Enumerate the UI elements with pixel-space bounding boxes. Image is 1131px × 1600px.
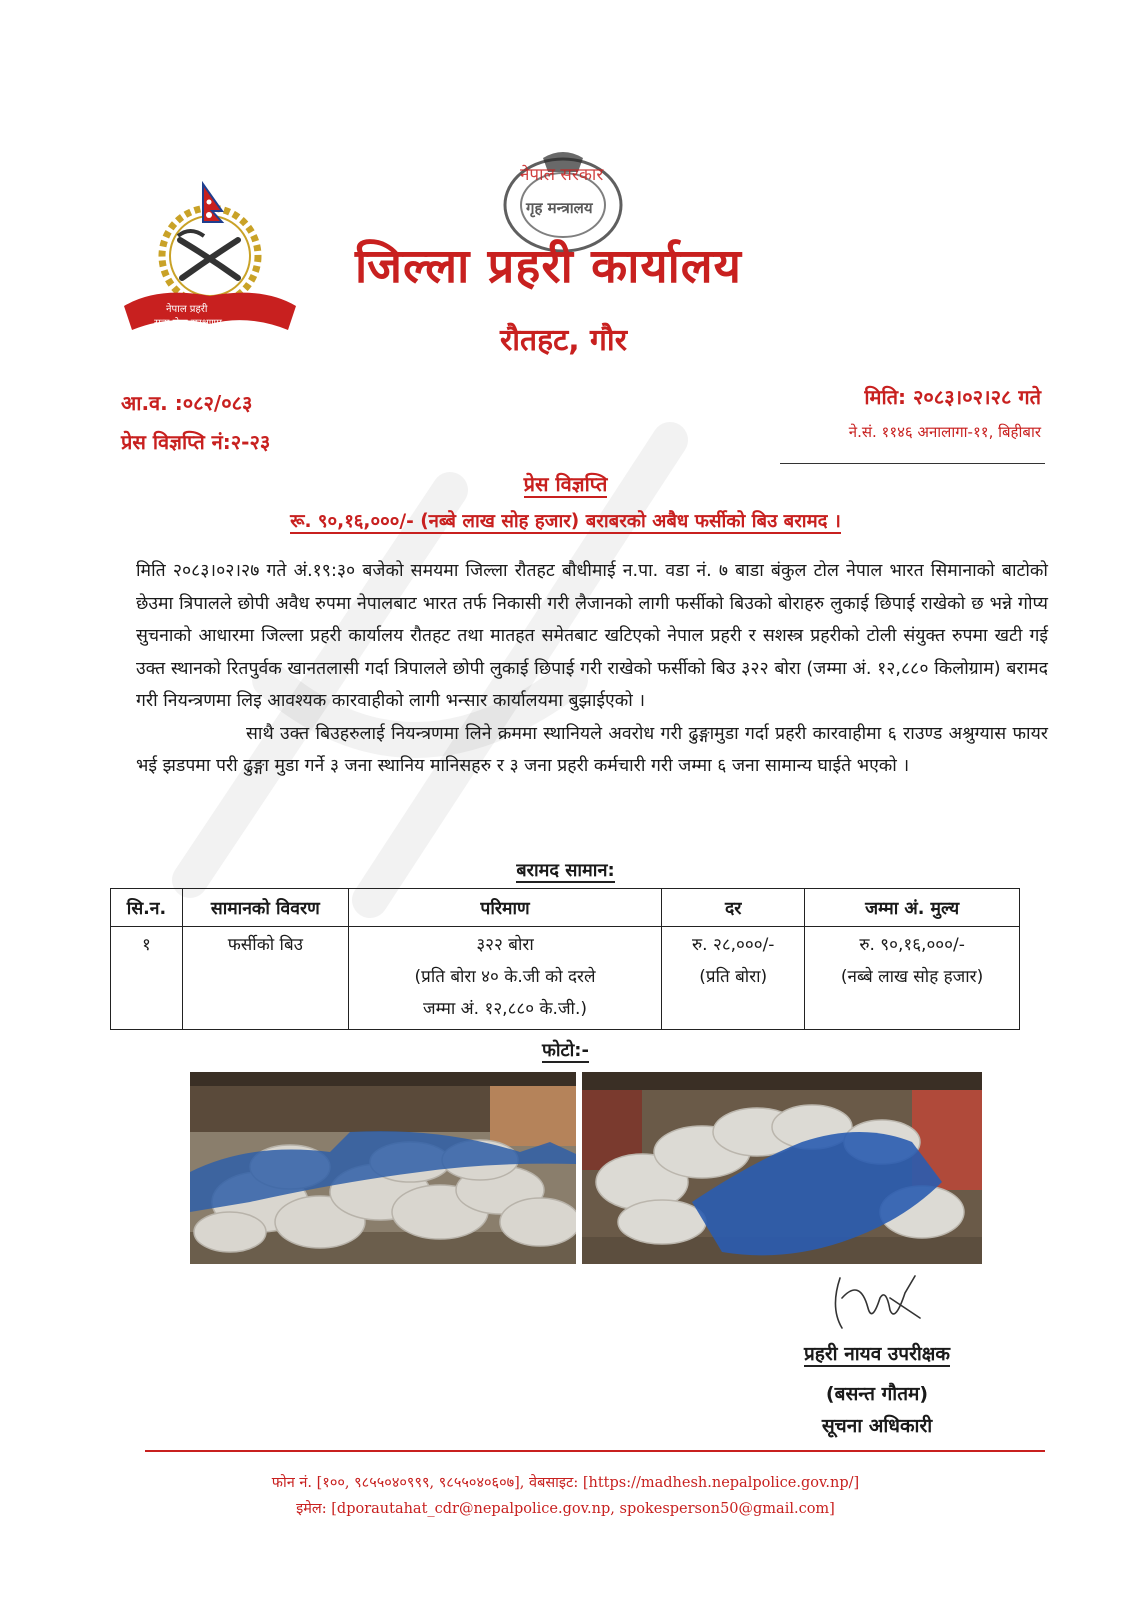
signatory-role: सूचना अधिकारी: [821, 1415, 933, 1437]
emblem-ribbon-text-2: सत्य सेवा सुरक्षणम्: [154, 318, 222, 329]
footer-contact-line: फोन नं. [१००, ९८५५०४०९९९, ९८५५०४०६०७], वेबसाइट: [https://madhesh.nepalpolice.gov.np/]: [271, 1475, 860, 1491]
signatory-designation: [757, 1340, 997, 1366]
photo-caption-text: फोटो:-: [542, 1040, 589, 1061]
emblem-ribbon-text-1: नेपाल प्रहरी: [166, 304, 208, 315]
col-quantity: परिमाण: [348, 889, 662, 927]
release-date: मिति: २०८३।०२।२८ गते: [864, 385, 1041, 409]
table-header-row: [111, 889, 1020, 927]
seized-items-caption: [0, 858, 1131, 882]
handwritten-signature: [820, 1268, 930, 1338]
quantity-line-2: (प्रति बोरा ४० के.जी को दरले: [414, 967, 596, 987]
signatory-designation-text: प्रहरी नायव उपरीक्षक: [804, 1343, 950, 1365]
cell-rate: [662, 927, 805, 1030]
body-paragraph-1: मिति २०८३।०२।२७ गते अं.१९:३० बजेको समयमा जिल्ला रौतहट बौधीमाई न.पा. वडा नं. ७ बाडा बंकुल टोल नेपाल भारत सिमानाको बाटोको छेउमा त्रिपालले छोपी अवैध रुपमा नेपालबाट भारत तर्फ निकासी गरी लैजानको लागी फर्सीको बिउको बोराहरु लुकाई छिपाई राखेको छ भन्ने गोप्य सुचनाको आधारमा जिल्ला प्रहरी कार्यालय रौतहट तथा मातहत समेतबाट खटिएको नेपाल प्रहरी र सशस्त्र प्रहरीको टोली संयुक्त रुपमा खटी गई उक्त स्थानको रितपुर्वक खानतलासी गर्दा त्रिपालले छोपी लुकाई छिपाई गरी राखेको फर्सीको बिउ ३२२ बोरा (जम्मा अं. १२,८८० किलोग्राम) बरामद गरी नियन्त्रणमा लिइ आवश्यक कारवाहीको लागी भन्सार कार्यालयमा बुझाईएको ।: [136, 561, 1048, 711]
photo-caption: [0, 1038, 1131, 1062]
release-subheading: [0, 508, 1131, 533]
col-total: जम्मा अं. मुल्य: [805, 889, 1020, 927]
quantity-line-3: जम्मा अं. १२,८८० के.जी.): [423, 999, 588, 1019]
fiscal-year: आ.व. :०८२/०८३: [121, 391, 253, 415]
col-description: सामानको विवरण: [182, 889, 348, 927]
rate-line-1: रु. २८,०००/-: [692, 935, 775, 955]
release-heading-text: प्रेस विज्ञप्ति: [523, 472, 608, 496]
col-rate: दर: [662, 889, 805, 927]
nepal-police-emblem: [118, 178, 303, 343]
table-row: [111, 927, 1020, 1030]
press-release-number: प्रेस विज्ञप्ति नं:२-२३: [121, 430, 271, 454]
rate-line-2: (प्रति बोरा): [699, 967, 768, 987]
stamp-text-1: नेपाल सरकार: [520, 165, 604, 185]
header-rule: [780, 463, 1045, 464]
cell-quantity: [348, 927, 662, 1030]
seized-items-table: [110, 888, 1020, 1030]
cell-serial: १: [111, 927, 183, 1030]
signatory-name: (बसन्त गौतम): [825, 1383, 929, 1405]
total-line-2: (नब्बे लाख सोह हजार): [840, 967, 984, 987]
evidence-photo-2: [582, 1072, 982, 1264]
col-serial: सि.न.: [111, 889, 183, 927]
office-location: रौतहट, गौर: [500, 323, 627, 358]
total-line-1: रु. ९०,१६,०००/-: [859, 935, 965, 955]
cell-total: [805, 927, 1020, 1030]
nepal-sambat-date: ने.सं. ११४६ अनालागा-११, बिहीबार: [848, 423, 1041, 441]
footer-email-line: इमेल: [dporautahat_cdr@nepalpolice.gov.np, spokesperson50@gmail.com]: [296, 1501, 835, 1517]
cell-description: फर्सीको बिउ: [182, 927, 348, 1030]
seized-items-caption-text: बरामद सामान:: [516, 860, 615, 881]
stamp-text-2: गृह मन्त्रालय: [526, 199, 593, 217]
footer-rule: [145, 1450, 1045, 1452]
quantity-line-1: ३२२ बोरा: [476, 935, 534, 955]
release-body: [136, 555, 1048, 783]
release-heading: [0, 470, 1131, 497]
office-title: जिल्ला प्रहरी कार्यालय: [355, 239, 742, 294]
body-paragraph-2: साथै उक्त बिउहरुलाई नियन्त्रणमा लिने क्रममा स्थानियले अवरोध गरी ढुङ्गामुडा गर्दा प्रहरी कारवाहीमा ६ राउण्ड अश्रुग्यास फायर भई झडपमा परी ढुङ्गा मुडा गर्ने ३ जना स्थानिय मानिसहरु र ३ जना प्रहरी कर्मचारी गरी जम्मा ६ जना सामान्य घाईते भएको ।: [136, 723, 1048, 776]
release-subheading-text: रू. ९०,१६,०००/- (नब्बे लाख सोह हजार) बराबरको अबैध फर्सीको बिउ बरामद ।: [290, 511, 841, 532]
evidence-photo-1: [190, 1072, 576, 1264]
